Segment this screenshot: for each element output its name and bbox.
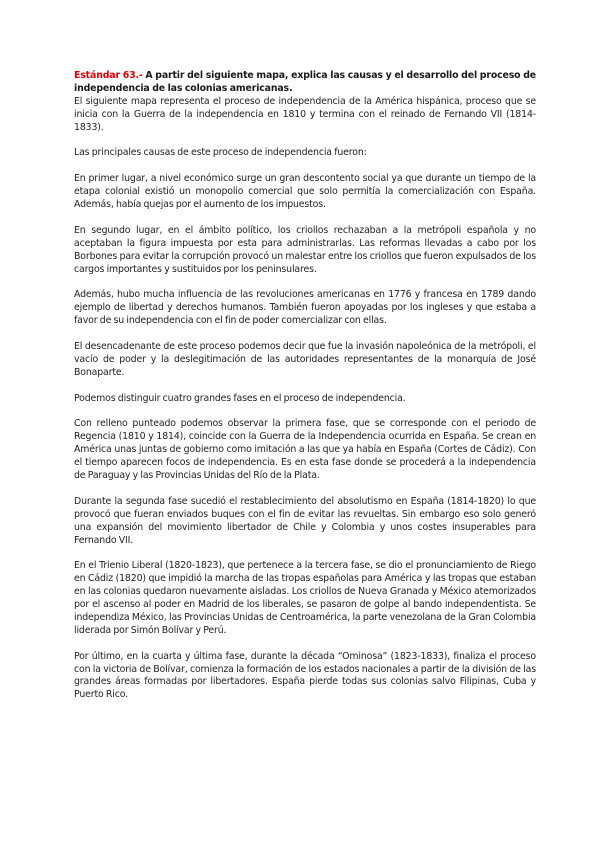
document-page	[74, 70, 536, 702]
paragraph-phase-three: En el Trienio Liberal (1820-1823), que pertenece a la tercera fase, se dio el pronunciamiento de Riego en Cádiz (1820) que impidió la marcha de las tropas españolas para América y las tropas que estaban en las colonias quedaron nuevamente aisladas. Los criollos de Nueva Granada y México atemorizados por el ascenso al poder en Madrid de los liberales, se pasaron de golpe al bando independentista. Se independiza México, las Provincias Unidas de Centroamérica, la parte venezolana de la Gran Colombia liderada por Simón Bolívar y Perú.	[74, 560, 536, 636]
paragraph-economic-cause: En primer lugar, a nivel económico surge un gran descontento social ya que durante un tiempo de la etapa colonial existió un monopolio comercial que solo permitía la comercialización con España. Además, había quejas por el aumento de los impuestos.	[74, 173, 536, 211]
paragraph-phases-intro: Podemos distinguir cuatro grandes fases en el proceso de independencia.	[74, 392, 406, 404]
heading-title: A partir del siguiente mapa, explica las causas y el desarrollo del proceso de independencia de las colonias americanas.	[74, 70, 536, 94]
paragraph-trigger: El desencadenante de este proceso podemos decir que fue la invasión napoleónica de la metrópoli, el vacío de poder y la deslegitimación de las autoridades representantes de la monarquía de José Bonaparte.	[74, 340, 536, 378]
paragraph-political-cause: En segundo lugar, en el ámbito político, los criollos rechazaban a la metrópoli española y no aceptaban la figura impuesta por esta para administrarlas. Las reformas llevadas a cabo por los Borbones para evitar la corrupción provocó un malestar entre los criollos que fueron expulsados de los cargos importantes y sustituidos por los peninsulares.	[74, 224, 536, 275]
standard-label: Estándar 63.-	[74, 70, 143, 81]
paragraph-intro: El siguiente mapa representa el proceso de independencia de la América hispánica, proceso que se inicia con la Guerra de la independencia en 1810 y termina con el reinado de Fernando VII (1814-1833).	[74, 95, 536, 133]
paragraph-causes-intro: Las principales causas de este proceso de independencia fueron:	[74, 147, 367, 159]
document-heading	[74, 70, 536, 96]
paragraph-phase-two: Durante la segunda fase sucedió el restablecimiento del absolutismo en España (1814-1820) lo que provocó que fueran enviados buques con el fin de evitar las revueltas. Sin embargo eso solo generó una expansión del movimiento libertador de Chile y Colombia y unos costes insuperables para Fernando VII.	[74, 495, 536, 546]
paragraph-phase-one: Con relleno punteado podemos observar la primera fase, que se corresponde con el periodo de Regencia (1810 y 1814), coincide con la Guerra de la Independencia ocurrida en España. Se crean en América unas juntas de gobierno como imitación a las que ya había en España (Cortes de Cádiz). Con el tiempo aparecen focos de independencia. Es en esta fase donde se procederá a la independencia de Paraguay y las Provincias Unidas del Río de la Plata.	[74, 418, 536, 481]
paragraph-revolutions-influence: Además, hubo mucha influencia de las revoluciones americanas en 1776 y francesa en 1789 dando ejemplo de libertad y derechos humanos. También fueron apoyadas por los ingleses y que estaba a favor de su independencia con el fin de poder comercializar con ellas.	[74, 289, 536, 327]
paragraph-phase-four: Por último, en la cuarta y última fase, durante la década “Ominosa” (1823-1833), finaliza el proceso con la victoria de Bolívar, comienza la formación de los estados nacionales a partir de la división de las grandes áreas formadas por libertadores. España pierde todas sus colonias salvo Filipinas, Cuba y Puerto Rico.	[74, 650, 536, 701]
